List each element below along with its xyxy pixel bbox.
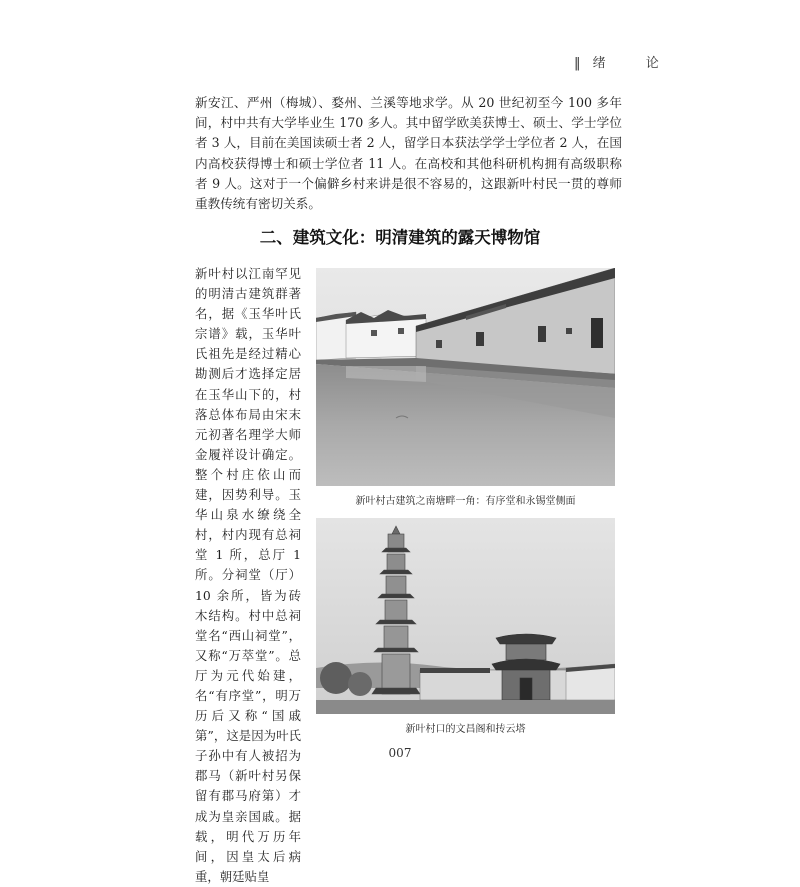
running-header [574,52,677,71]
figure-1-caption: 新叶村古建筑之南塘畔一角：有序堂和永锡堂侧面 [355,496,576,507]
intro-paragraph: 新安江、严州（梅城）、婺州、兰溪等地求学。从 20 世纪初至今 100 多年间，村中共有大学毕业生 170 多人。其中留学欧美获博士、硕士、学士学位者 3 人，目前在美国读硕士者 2 人，留学日本获法学学士学位者 2 人，在国内高校获得博士和硕士学位者 11 人。在高校和其他科研机构拥有高级职称者 9 人。这对于一个偏僻乡村来讲是很不容易的，这跟新叶村民一贯的尊师重教传统有密切关系。 [195,95,622,212]
header-title: 绪 论 [592,56,677,71]
section-title: 二、建筑文化：明清建筑的露天博物馆 [259,228,541,247]
photo-pagoda-pavilion [316,518,615,714]
page-number: 007 [388,746,412,760]
body-column-text: 新叶村以江南罕见的明清古建筑群著名，据《玉华叶氏宗谱》载，玉华叶氏祖先是经过精心勘测后才选择定居在玉华山下的，村落总体布局由宋末元初著名理学大师金履祥设计确定。整个村庄依山而建，因势利导。玉华山泉水缭绕全村，村内现有总祠堂 1 所，总厅 1 所。分祠堂（厅）10 余所，皆为砖木结构。村中总祠堂名“西山祠堂”，又称“万萃堂”。总厅为元代始建，名“有序堂”，明万历后又称“国戚第”，这是因为叶氏子孙中有人被招为郡马（新叶村另保留有郡马府第）才成为皇亲国戚。据载，明代万历年间，因皇太后病重，朝廷贴皇 [195,266,301,884]
photo-pond-houses [316,268,615,486]
header-bar: ‖ [574,56,583,71]
figure-2-caption: 新叶村口的文昌阁和抟云塔 [405,724,526,735]
